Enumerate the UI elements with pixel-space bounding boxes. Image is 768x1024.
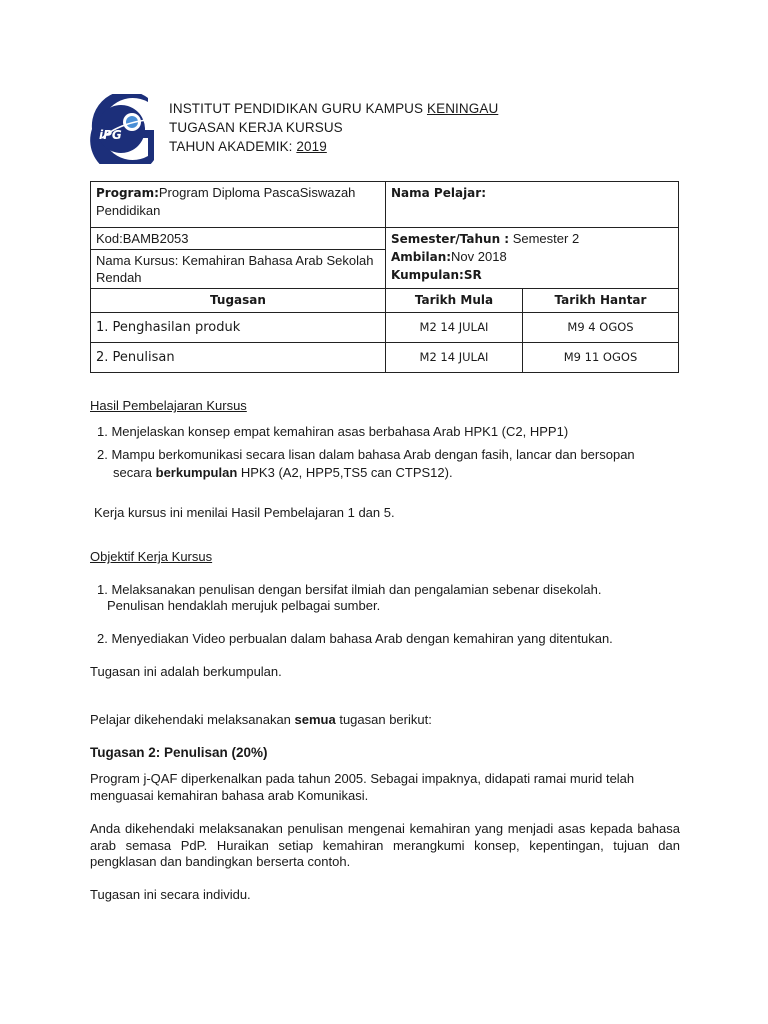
task-name: 2. Penulisan [91,343,386,373]
start-date: M2 14 JULAI [386,313,523,343]
objective-item-1: 1. Melaksanakan penulisan dengan bersifat ilmiah dan pengalamian sebenar disekolah. [97,582,602,597]
task-name: 1. Penghasilan produk [91,313,386,343]
task-2-individual-note: Tugasan ini secara individu. [90,887,251,902]
group-note: Tugasan ini adalah berkumpulan. [90,664,282,679]
task-2-heading: Tugasan 2: Penulisan (20%) [90,745,268,760]
course-info-table [90,181,679,373]
col-header-tugasan: Tugasan [91,289,386,313]
assessment-note: Kerja kursus ini menilai Hasil Pembelajaran 1 dan 5. [94,505,395,520]
instruction-text: Pelajar dikehendaki melaksanakan semua tugasan berikut: [90,712,432,727]
outcome-item-2: 2. Mampu berkomunikasi secara lisan dalam bahasa Arab dengan fasih, lancar dan bersopan [97,447,635,462]
semester-cell: Semester/Tahun : Semester 2 Ambilan:Nov 2018 Kumpulan:SR [386,228,679,289]
start-date: M2 14 JULAI [386,343,523,373]
col-header-tarikh-mula: Tarikh Mula [386,289,523,313]
learning-outcomes-heading: Hasil Pembelajaran Kursus [90,398,247,413]
campus-name: KENINGAU [426,101,499,116]
submit-date: M9 11 OGOS [523,343,679,373]
academic-year: TAHUN AKADEMIK: 2019 [169,139,327,154]
col-header-tarikh-hantar: Tarikh Hantar [523,289,679,313]
submit-date: M9 4 OGOS [523,313,679,343]
year-value: 2019 [296,139,327,154]
logo-text: iPG [99,128,122,142]
course-name: Nama Kursus: Kemahiran Bahasa Arab Sekolah Rendah [91,250,386,289]
objective-item-1-cont: Penulisan hendaklah merujuk pelbagai sumber. [107,598,381,613]
objective-item-2: 2. Menyediakan Video perbualan dalam bahasa Arab dengan kemahiran yang ditentukan. [97,631,613,646]
document-type: TUGASAN KERJA KURSUS [169,120,343,135]
course-code: Kod:BAMB2053 [91,228,386,250]
outcome-item-2-cont: secara berkumpulan HPK3 (A2, HPP5,TS5 can CTPS12). [113,465,453,480]
program-cell: Program:Program Diploma PascaSiswazah Pendidikan [91,182,386,228]
table-row [91,343,679,373]
ipg-logo [88,94,154,164]
task-2-paragraph-2: Anda dikehendaki melaksanakan penulisan mengenai kemahiran yang menjadi asas kepada bahasa arab semasa PdP. Huraikan setiap kemahiran merangkumi konsep, kepentingan, tujuan dan pengklasan dan bandingkan berserta contoh. [90,821,680,869]
outcome-item-1: 1. Menjelaskan konsep empat kemahiran asas berbahasa Arab HPK1 (C2, HPP1) [97,424,569,439]
objectives-heading: Objektif Kerja Kursus [90,549,213,564]
institute-title: INSTITUT PENDIDIKAN GURU KAMPUS KENINGAU [169,101,499,116]
task-2-paragraph-1: Program j-QAF diperkenalkan pada tahun 2005. Sebagai impaknya, didapati ramai murid telah menguasai kemahiran bahasa arab Komunikasi. [90,771,635,803]
student-name-cell: Nama Pelajar: [386,182,679,228]
table-row [91,313,679,343]
